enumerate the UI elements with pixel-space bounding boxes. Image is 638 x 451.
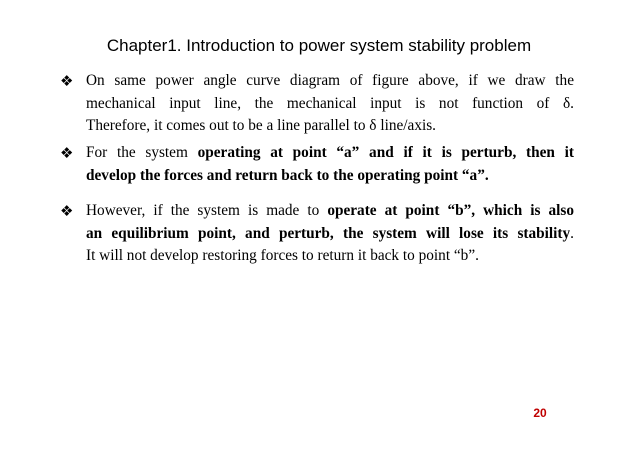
bullet-bold-text: an equilibrium point, and perturb, the system will lose its stability <box>86 224 571 242</box>
bullet-line <box>60 93 574 116</box>
page-number: 20 <box>533 406 547 420</box>
bullet-line <box>60 223 574 246</box>
bullet-operating-point-b <box>60 200 574 268</box>
bullet-line <box>60 165 574 188</box>
slide-title: Chapter1. Introduction to power system stability problem <box>106 36 532 55</box>
bullet-mechanical-input <box>60 70 574 138</box>
bullet-line <box>60 115 574 138</box>
bullet-text: . <box>570 224 574 242</box>
diamond-bullet-icon: ❖ <box>60 144 74 162</box>
bullet-line <box>60 142 574 165</box>
bullet-bold-text: operate at point “b”, which is also <box>327 202 574 219</box>
bullet-bold-text: develop the forces and return back to the operating point “a”. <box>86 166 489 184</box>
bullet-operating-point-a <box>60 142 574 187</box>
bullet-line <box>60 245 574 268</box>
diamond-bullet-icon: ❖ <box>60 72 74 90</box>
bullet-line <box>60 70 574 93</box>
bullet-line <box>60 200 574 223</box>
diamond-bullet-icon: ❖ <box>60 202 74 220</box>
bullet-bold-text: operating at point “a” and if it is perturb, then it <box>197 144 574 161</box>
bullet-text: mechanical input line, the mechanical input is not function of δ. <box>86 94 574 112</box>
bullet-text: For the system <box>86 144 198 161</box>
bullet-text: Therefore, it comes out to be a line parallel to δ line/axis. <box>86 117 436 134</box>
bullet-text: On same power angle curve diagram of figure above, if we draw the <box>86 72 574 89</box>
bullet-text: However, if the system is made to <box>86 202 328 219</box>
bullet-text: It will not develop restoring forces to return it back to point “b”. <box>86 247 479 264</box>
